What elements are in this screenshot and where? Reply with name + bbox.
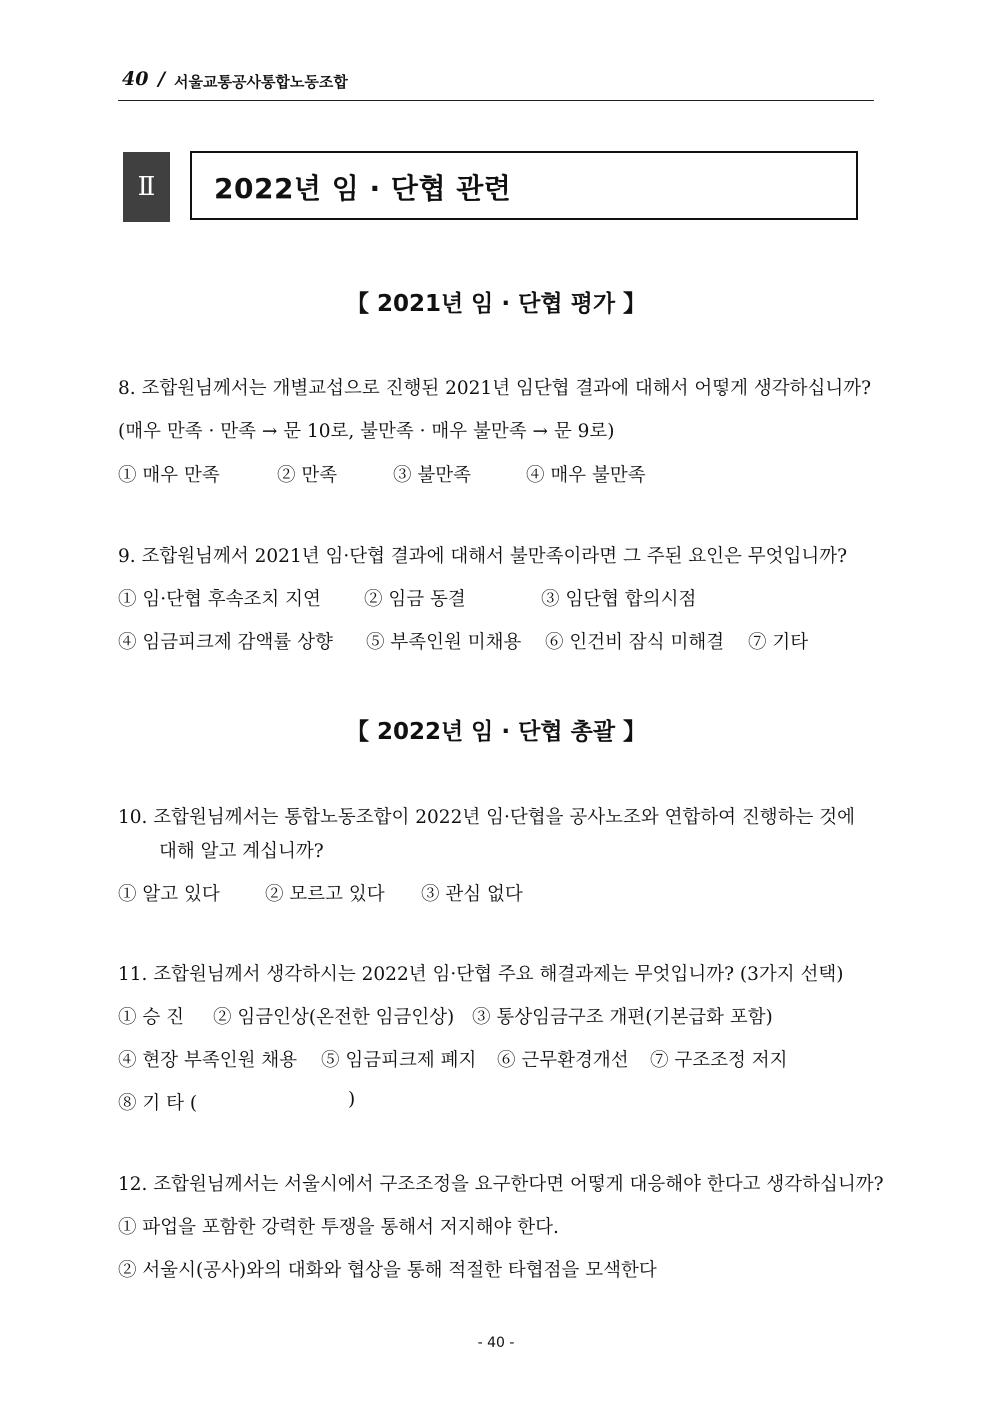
q11-option-5: ⑤ 임금피크제 폐지 — [321, 1050, 477, 1071]
q9-option-7: ⑦ 기타 — [748, 632, 809, 653]
question-10: 10. 조합원님께서는 통합노동조합이 2022년 임·단협을 공사노조와 연합하여 진행하는 것에 — [118, 807, 856, 828]
page-footer-number: - 40 - — [477, 1335, 515, 1351]
q8-option-1: ① 매우 만족 — [118, 465, 220, 486]
question-9: 9. 조합원님께서 2021년 임·단협 결과에 대해서 불만족이라면 그 주된 요인은 무엇입니까? — [118, 546, 848, 567]
q9-option-4: ④ 임금피크제 감액률 상향 — [118, 632, 333, 653]
q10-option-2: ② 모르고 있다 — [265, 884, 385, 905]
q9-option-5: ⑤ 부족인원 미채용 — [366, 632, 522, 653]
q9-option-3: ③ 임단협 합의시점 — [541, 589, 697, 610]
header-page-number: 40 — [122, 68, 149, 90]
question-8: 8. 조합원님께서는 개별교섭으로 진행된 2021년 임단협 결과에 대해서 어떻게 생각하십니까? — [118, 378, 872, 399]
q11-option-8: ⑧ 기 타 ( — [118, 1093, 198, 1114]
q11-option-4: ④ 현장 부족인원 채용 — [118, 1050, 298, 1071]
section-number: Ⅱ — [123, 152, 170, 222]
section-title-box — [190, 151, 858, 220]
header-slash: / — [158, 68, 165, 90]
subhead-2022-summary: 【 2022년 임 · 단협 총괄 】 — [345, 719, 647, 745]
q8-option-4: ④ 매우 불만족 — [526, 465, 646, 486]
q11-option-2: ② 임금인상(온전한 임금인상) — [213, 1007, 455, 1028]
q9-option-2: ② 임금 동결 — [364, 589, 466, 610]
q8-option-3: ③ 불만족 — [393, 465, 471, 486]
question-12: 12. 조합원님께서는 서울시에서 구조조정을 요구한다면 어떻게 대응해야 한다고 생각하십니까? — [118, 1174, 884, 1195]
page-header — [118, 68, 874, 101]
subhead-2021-evaluation: 【 2021년 임 · 단협 평가 】 — [345, 291, 647, 317]
q11-option-7: ⑦ 구조조정 저지 — [650, 1050, 788, 1071]
question-11: 11. 조합원님께서 생각하시는 2022년 임·단협 주요 해결과제는 무엇입니까? (3가지 선택) — [118, 964, 844, 985]
q11-option-6: ⑥ 근무환경개선 — [497, 1050, 629, 1071]
q9-option-1: ① 임·단협 후속조치 지연 — [118, 589, 321, 610]
q11-option-3: ③ 통상임금구조 개편(기본급화 포함) — [472, 1007, 773, 1028]
q9-option-6: ⑥ 인건비 잠식 미해결 — [545, 632, 725, 653]
q12-option-1: ① 파업을 포함한 강력한 투쟁을 통해서 저지해야 한다. — [118, 1217, 559, 1238]
q11-option-8-close: ) — [348, 1089, 356, 1110]
section-title: 2022년 임 · 단협 관련 — [214, 172, 512, 205]
q12-option-2: ② 서울시(공사)와의 대화와 협상을 통해 적절한 타협점을 모색한다 — [118, 1260, 657, 1281]
q11-option-1: ① 승 진 — [118, 1007, 185, 1028]
q10-option-1: ① 알고 있다 — [118, 884, 220, 905]
question-10-cont: 대해 알고 계십니까? — [159, 841, 324, 862]
header-org-name: 서울교통공사통합노동조합 — [174, 73, 348, 91]
q10-option-3: ③ 관심 없다 — [421, 884, 523, 905]
q8-option-2: ② 만족 — [277, 465, 338, 486]
question-8-note: (매우 만족 · 만족 → 문 10로, 불만족 · 매우 불만족 → 문 9로) — [118, 421, 615, 442]
